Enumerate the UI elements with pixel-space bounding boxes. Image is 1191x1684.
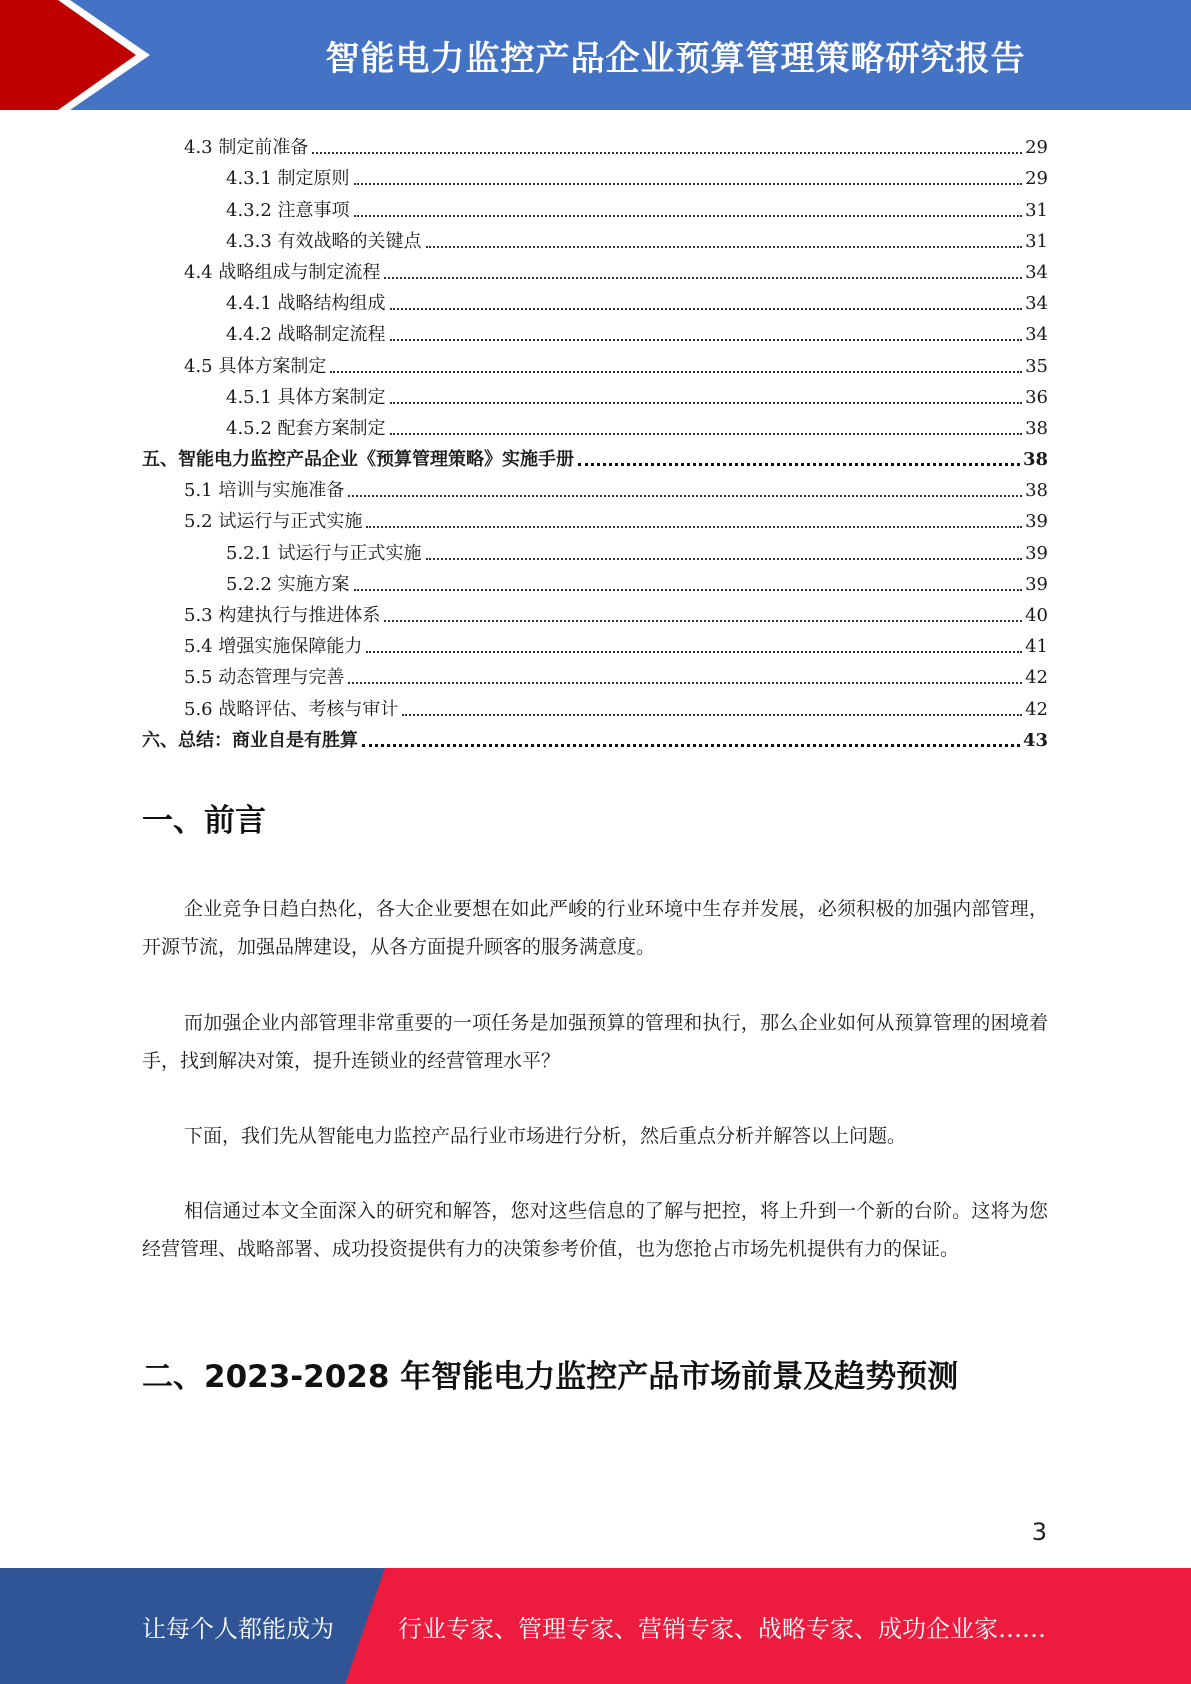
preface-paragraph-3: 下面，我们先从智能电力监控产品行业市场进行分析，然后重点分析并解答以上问题。 bbox=[184, 1125, 907, 1147]
page-header bbox=[0, 0, 1191, 110]
toc-entry-label: 4.4.2 战略制定流程 bbox=[226, 324, 386, 346]
toc-entry-page: 31 bbox=[1025, 199, 1048, 221]
toc-entry-page: 31 bbox=[1025, 230, 1048, 252]
toc-entry[interactable] bbox=[142, 689, 1048, 720]
toc-entry-page: 39 bbox=[1025, 542, 1048, 564]
toc-entry-label: 5.2.2 实施方案 bbox=[226, 573, 350, 595]
toc-entry-page: 42 bbox=[1025, 698, 1048, 720]
toc-entry-page: 29 bbox=[1025, 137, 1048, 159]
toc-entry[interactable] bbox=[142, 409, 1048, 440]
toc-entry-page: 38 bbox=[1025, 417, 1048, 439]
toc-entry-label: 4.3.2 注意事项 bbox=[226, 199, 350, 221]
toc-entry-page: 40 bbox=[1025, 605, 1048, 626]
preface-paragraph-2: 而加强企业内部管理非常重要的一项任务是加强预算的管理和执行，那么企业如何从预算管理的困境着手，找到解决对策，提升连锁业的经营管理水平？ bbox=[142, 1012, 1048, 1072]
toc-dot-leader bbox=[330, 371, 1022, 373]
toc-entry-page: 36 bbox=[1025, 386, 1048, 408]
toc-entry-label: 4.3 制定前准备 bbox=[184, 137, 309, 159]
toc-entry-label: 5.3 构建执行与推进体系 bbox=[184, 605, 381, 626]
toc-entry-label: 4.5.1 具体方案制定 bbox=[226, 386, 386, 408]
toc-entry[interactable] bbox=[142, 346, 1048, 377]
toc-entry-label: 5.6 战略评估、考核与审计 bbox=[184, 698, 399, 720]
preface-paragraph-4: 相信通过本文全面深入的研究和解答，您对这些信息的了解与把控，将上升到一个新的台阶。这将为您经营管理、战略部署、成功投资提供有力的决策参考价值，也为您抢占市场先机提供有力的保证。 bbox=[142, 1200, 1048, 1260]
toc-entry[interactable] bbox=[142, 128, 1048, 159]
toc-dot-leader bbox=[390, 402, 1023, 404]
toc-dot-leader bbox=[348, 495, 1022, 497]
toc-entry[interactable] bbox=[142, 284, 1048, 315]
page-number: 3 bbox=[1031, 1518, 1047, 1546]
toc-entry[interactable] bbox=[142, 533, 1048, 564]
section2-heading: 二、2023-2028 年智能电力监控产品市场前景及趋势预测 bbox=[142, 1359, 959, 1395]
toc-entry-label: 5.2.1 试运行与正式实施 bbox=[226, 542, 422, 564]
toc-entry[interactable] bbox=[142, 502, 1048, 533]
toc-dot-leader bbox=[354, 183, 1023, 185]
toc-dot-leader bbox=[390, 433, 1023, 435]
toc-dot-leader bbox=[384, 277, 1022, 279]
toc-entry-label: 4.5 具体方案制定 bbox=[184, 355, 327, 377]
toc-dot-leader bbox=[366, 651, 1022, 653]
toc-entry-page: 39 bbox=[1025, 511, 1048, 533]
toc-entry[interactable] bbox=[142, 315, 1048, 346]
footer-slogan-left: 让每个人都能成为 bbox=[142, 1614, 334, 1643]
header-chevron-icon bbox=[0, 0, 160, 110]
toc-dot-leader bbox=[578, 463, 1020, 466]
toc-dot-leader bbox=[366, 526, 1022, 528]
toc-entry-page: 43 bbox=[1022, 729, 1048, 751]
toc-entry-label: 4.3.1 制定原则 bbox=[226, 168, 350, 190]
toc-dot-leader bbox=[426, 558, 1023, 560]
toc-entry-page: 34 bbox=[1025, 324, 1048, 346]
footer-slogan-right: 行业专家、管理专家、营销专家、战略专家、成功企业家…… bbox=[398, 1614, 1046, 1643]
toc-dot-leader bbox=[312, 152, 1022, 154]
toc-entry-label: 4.5.2 配套方案制定 bbox=[226, 417, 386, 439]
toc-dot-leader bbox=[390, 339, 1023, 341]
toc-entry-label: 4.4 战略组成与制定流程 bbox=[184, 261, 381, 283]
toc-entry-page: 35 bbox=[1025, 355, 1048, 377]
toc-dot-leader bbox=[362, 744, 1020, 747]
toc-entry[interactable] bbox=[142, 721, 1048, 752]
toc-entry-page: 38 bbox=[1022, 449, 1048, 471]
toc-entry-label: 4.3.3 有效战略的关键点 bbox=[226, 230, 422, 252]
report-title: 智能电力监控产品企业预算管理策略研究报告 bbox=[325, 38, 1026, 79]
toc-entry[interactable] bbox=[142, 596, 1048, 627]
toc-dot-leader bbox=[384, 620, 1022, 622]
page-footer bbox=[0, 1568, 1191, 1684]
toc-entry-label: 5.2 试运行与正式实施 bbox=[184, 511, 363, 533]
toc-entry-label: 5.1 培训与实施准备 bbox=[184, 480, 345, 502]
toc-dot-leader bbox=[354, 589, 1023, 591]
toc-entry[interactable] bbox=[142, 378, 1048, 409]
toc-entry-label: 六、总结：商业自是有胜算 bbox=[142, 729, 358, 751]
toc-entry[interactable] bbox=[142, 471, 1048, 502]
toc-entry-page: 39 bbox=[1025, 573, 1048, 595]
toc-entry-label: 五、智能电力监控产品企业《预算管理策略》实施手册 bbox=[142, 449, 574, 471]
toc-entry-label: 5.5 动态管理与完善 bbox=[184, 667, 345, 689]
preface-paragraph-1: 企业竞争日趋白热化，各大企业要想在如此严峻的行业环境中生存并发展，必须积极的加强内部管理，开源节流，加强品牌建设，从各方面提升顾客的服务满意度。 bbox=[142, 898, 1048, 958]
toc-dot-leader bbox=[402, 714, 1022, 716]
preface-heading: 一、前言 bbox=[142, 803, 266, 839]
toc-entry-page: 29 bbox=[1025, 168, 1048, 190]
table-of-contents bbox=[142, 128, 1048, 752]
toc-entry-page: 42 bbox=[1025, 667, 1048, 689]
toc-entry-page: 41 bbox=[1025, 636, 1048, 658]
toc-entry[interactable] bbox=[142, 658, 1048, 689]
toc-entry[interactable] bbox=[142, 222, 1048, 253]
toc-dot-leader bbox=[390, 308, 1023, 310]
toc-dot-leader bbox=[348, 682, 1022, 684]
toc-entry[interactable] bbox=[142, 627, 1048, 658]
toc-entry[interactable] bbox=[142, 440, 1048, 471]
toc-entry-label: 5.4 增强实施保障能力 bbox=[184, 636, 363, 658]
toc-dot-leader bbox=[354, 215, 1023, 217]
toc-entry-page: 34 bbox=[1025, 293, 1048, 315]
toc-entry[interactable] bbox=[142, 159, 1048, 190]
toc-entry-page: 38 bbox=[1025, 480, 1048, 502]
toc-entry[interactable] bbox=[142, 190, 1048, 221]
toc-entry[interactable] bbox=[142, 253, 1048, 284]
toc-entry-label: 4.4.1 战略结构组成 bbox=[226, 293, 386, 315]
toc-entry-page: 34 bbox=[1025, 261, 1048, 283]
toc-entry[interactable] bbox=[142, 565, 1048, 596]
toc-dot-leader bbox=[426, 246, 1023, 248]
